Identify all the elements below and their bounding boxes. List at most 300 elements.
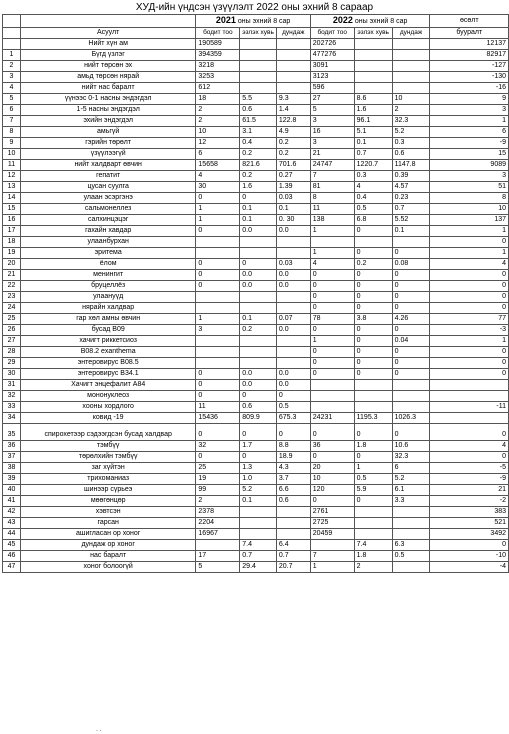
count-2022-cell[interactable]: 27: [310, 94, 354, 105]
header-col-share-2022[interactable]: эзлэх хувь: [354, 28, 392, 39]
avg-2022-cell[interactable]: 0: [392, 281, 430, 292]
row-number-cell[interactable]: 39: [3, 474, 21, 485]
row-number-cell[interactable]: 1: [3, 50, 21, 61]
share-2022-cell[interactable]: 1.8: [354, 441, 392, 452]
share-2021-cell[interactable]: 5.5: [240, 94, 277, 105]
share-2021-cell[interactable]: 0.2: [240, 149, 277, 160]
avg-2022-cell[interactable]: 0.6: [392, 149, 430, 160]
share-2022-cell[interactable]: 0: [354, 248, 392, 259]
avg-2022-cell[interactable]: 0: [392, 424, 430, 441]
share-2022-cell[interactable]: 8.6: [354, 94, 392, 105]
row-number-cell[interactable]: 36: [3, 441, 21, 452]
share-2021-cell[interactable]: 809.9: [240, 413, 277, 424]
share-2021-cell[interactable]: [240, 61, 277, 72]
row-number-cell[interactable]: 12: [3, 171, 21, 182]
count-2021-cell[interactable]: 394359: [196, 50, 240, 61]
share-2022-cell[interactable]: 4: [354, 182, 392, 193]
row-label-cell[interactable]: гэрийн төрөлт: [20, 138, 195, 149]
avg-2021-cell[interactable]: [276, 72, 310, 83]
change-cell[interactable]: 0: [430, 303, 509, 314]
count-2022-cell[interactable]: 7: [310, 171, 354, 182]
row-number-cell[interactable]: 11: [3, 160, 21, 171]
change-cell[interactable]: -9: [430, 474, 509, 485]
avg-2021-cell[interactable]: 0.0: [276, 380, 310, 391]
share-2021-cell[interactable]: [240, 83, 277, 94]
change-cell[interactable]: 10: [430, 204, 509, 215]
avg-2022-cell[interactable]: [392, 61, 430, 72]
avg-2021-cell[interactable]: [276, 292, 310, 303]
row-number-cell[interactable]: 27: [3, 336, 21, 347]
row-number-cell[interactable]: 6: [3, 105, 21, 116]
share-2022-cell[interactable]: 0: [354, 270, 392, 281]
share-2021-cell[interactable]: 0.2: [240, 171, 277, 182]
share-2022-cell[interactable]: 0: [354, 292, 392, 303]
share-2022-cell[interactable]: 1.8: [354, 551, 392, 562]
avg-2022-cell[interactable]: [392, 237, 430, 248]
row-number-cell[interactable]: 26: [3, 325, 21, 336]
count-2022-cell[interactable]: 0: [310, 325, 354, 336]
row-label-cell[interactable]: сальмонеллез: [20, 204, 195, 215]
share-2021-cell[interactable]: 1.6: [240, 182, 277, 193]
avg-2021-cell[interactable]: 0.0: [276, 325, 310, 336]
count-2021-cell[interactable]: 12: [196, 138, 240, 149]
avg-2021-cell[interactable]: 0.03: [276, 193, 310, 204]
avg-2021-cell[interactable]: 20.7: [276, 562, 310, 573]
row-number-cell[interactable]: 14: [3, 193, 21, 204]
row-label-cell[interactable]: гарсан: [20, 518, 195, 529]
share-2021-cell[interactable]: [240, 303, 277, 314]
share-2021-cell[interactable]: 7.4: [240, 540, 277, 551]
change-cell[interactable]: 0: [430, 369, 509, 380]
avg-2022-cell[interactable]: [392, 391, 430, 402]
avg-2021-cell[interactable]: 701.6: [276, 160, 310, 171]
count-2021-cell[interactable]: 0: [196, 193, 240, 204]
change-cell[interactable]: 137: [430, 215, 509, 226]
change-cell[interactable]: 0: [430, 540, 509, 551]
share-2022-cell[interactable]: 7.4: [354, 540, 392, 551]
avg-2021-cell[interactable]: [276, 83, 310, 94]
row-number-cell[interactable]: 38: [3, 463, 21, 474]
change-cell[interactable]: 521: [430, 518, 509, 529]
count-2022-cell[interactable]: [310, 380, 354, 391]
count-2021-cell[interactable]: 6: [196, 149, 240, 160]
avg-2022-cell[interactable]: 5.2: [392, 474, 430, 485]
count-2021-cell[interactable]: 30: [196, 182, 240, 193]
avg-2022-cell[interactable]: 0.04: [392, 336, 430, 347]
row-number-cell[interactable]: [3, 39, 21, 50]
share-2021-cell[interactable]: 1.3: [240, 463, 277, 474]
row-number-cell[interactable]: 23: [3, 292, 21, 303]
avg-2021-cell[interactable]: 0: [276, 424, 310, 441]
header-diff-bottom[interactable]: бууралт: [430, 28, 509, 39]
count-2022-cell[interactable]: 202726: [310, 39, 354, 50]
header-col-count-2022[interactable]: бодит тоо: [310, 28, 354, 39]
change-cell[interactable]: -11: [430, 402, 509, 413]
row-label-cell[interactable]: тэмбүү: [20, 441, 195, 452]
avg-2021-cell[interactable]: [276, 50, 310, 61]
row-label-cell[interactable]: ашигласан ор хоног: [20, 529, 195, 540]
avg-2022-cell[interactable]: 0.23: [392, 193, 430, 204]
row-label-cell[interactable]: менингит: [20, 270, 195, 281]
avg-2021-cell[interactable]: 6.6: [276, 485, 310, 496]
count-2021-cell[interactable]: 11: [196, 402, 240, 413]
row-label-cell[interactable]: хоног болоогүй: [20, 562, 195, 573]
share-2022-cell[interactable]: 0: [354, 281, 392, 292]
share-2021-cell[interactable]: 0.6: [240, 105, 277, 116]
share-2022-cell[interactable]: [354, 50, 392, 61]
avg-2021-cell[interactable]: [276, 237, 310, 248]
row-label-cell[interactable]: нийт халдварт өвчин: [20, 160, 195, 171]
count-2021-cell[interactable]: 10: [196, 127, 240, 138]
change-cell[interactable]: 0: [430, 424, 509, 441]
row-label-cell[interactable]: ёлом: [20, 259, 195, 270]
change-cell[interactable]: 1: [430, 336, 509, 347]
row-label-cell[interactable]: амьд төрсөн нярай: [20, 72, 195, 83]
avg-2021-cell[interactable]: [276, 529, 310, 540]
count-2021-cell[interactable]: 0: [196, 226, 240, 237]
row-number-cell[interactable]: 21: [3, 270, 21, 281]
count-2021-cell[interactable]: 5: [196, 562, 240, 573]
share-2022-cell[interactable]: 0.1: [354, 138, 392, 149]
avg-2022-cell[interactable]: [392, 83, 430, 94]
count-2021-cell[interactable]: 190589: [196, 39, 240, 50]
row-label-cell[interactable]: 1-5 насны эндэгдэл: [20, 105, 195, 116]
header-col-count-2021[interactable]: бодит тоо: [196, 28, 240, 39]
share-2021-cell[interactable]: 0.0: [240, 281, 277, 292]
avg-2022-cell[interactable]: [392, 380, 430, 391]
row-label-cell[interactable]: Нийт хүн ам: [20, 39, 195, 50]
count-2021-cell[interactable]: 2: [196, 105, 240, 116]
avg-2021-cell[interactable]: [276, 61, 310, 72]
avg-2021-cell[interactable]: 0.07: [276, 314, 310, 325]
share-2022-cell[interactable]: 0: [354, 347, 392, 358]
share-2022-cell[interactable]: 0: [354, 358, 392, 369]
share-2022-cell[interactable]: [354, 391, 392, 402]
avg-2021-cell[interactable]: 1.4: [276, 105, 310, 116]
row-label-cell[interactable]: энтеровирус B34.1: [20, 369, 195, 380]
avg-2022-cell[interactable]: [392, 402, 430, 413]
avg-2021-cell[interactable]: 0.2: [276, 138, 310, 149]
count-2021-cell[interactable]: 0: [196, 281, 240, 292]
avg-2021-cell[interactable]: 3.7: [276, 474, 310, 485]
row-number-cell[interactable]: 18: [3, 237, 21, 248]
row-label-cell[interactable]: мөөгөнцөр: [20, 496, 195, 507]
avg-2021-cell[interactable]: 1.39: [276, 182, 310, 193]
avg-2022-cell[interactable]: 1147.8: [392, 160, 430, 171]
row-number-cell[interactable]: 4: [3, 83, 21, 94]
share-2021-cell[interactable]: 821.6: [240, 160, 277, 171]
row-number-cell[interactable]: 32: [3, 391, 21, 402]
avg-2022-cell[interactable]: 0: [392, 325, 430, 336]
avg-2021-cell[interactable]: 6.4: [276, 540, 310, 551]
share-2021-cell[interactable]: [240, 358, 277, 369]
share-2021-cell[interactable]: 1.0: [240, 474, 277, 485]
share-2022-cell[interactable]: 0.5: [354, 474, 392, 485]
share-2022-cell[interactable]: 2: [354, 562, 392, 573]
count-2022-cell[interactable]: 0: [310, 424, 354, 441]
row-label-cell[interactable]: шинээр сүрьеэ: [20, 485, 195, 496]
share-2021-cell[interactable]: 0.1: [240, 204, 277, 215]
avg-2021-cell[interactable]: 18.9: [276, 452, 310, 463]
row-label-cell[interactable]: нийт төрсөн эх: [20, 61, 195, 72]
share-2021-cell[interactable]: [240, 248, 277, 259]
avg-2021-cell[interactable]: 0: [276, 391, 310, 402]
row-label-cell[interactable]: трихоманиаз: [20, 474, 195, 485]
count-2022-cell[interactable]: 20: [310, 463, 354, 474]
count-2022-cell[interactable]: 16: [310, 127, 354, 138]
count-2021-cell[interactable]: [196, 540, 240, 551]
row-number-cell[interactable]: 44: [3, 529, 21, 540]
share-2022-cell[interactable]: 0: [354, 496, 392, 507]
count-2022-cell[interactable]: 78: [310, 314, 354, 325]
count-2022-cell[interactable]: 596: [310, 83, 354, 94]
count-2021-cell[interactable]: 19: [196, 474, 240, 485]
row-number-cell[interactable]: 45: [3, 540, 21, 551]
share-2022-cell[interactable]: 5.1: [354, 127, 392, 138]
row-label-cell[interactable]: эхийн эндэгдэл: [20, 116, 195, 127]
row-number-cell[interactable]: 10: [3, 149, 21, 160]
count-2022-cell[interactable]: 0: [310, 270, 354, 281]
header-year-2021[interactable]: [196, 15, 310, 28]
avg-2021-cell[interactable]: 0.0: [276, 226, 310, 237]
avg-2022-cell[interactable]: 2: [392, 105, 430, 116]
count-2021-cell[interactable]: 16967: [196, 529, 240, 540]
row-number-cell[interactable]: 13: [3, 182, 21, 193]
count-2021-cell[interactable]: [196, 248, 240, 259]
count-2022-cell[interactable]: 2725: [310, 518, 354, 529]
avg-2022-cell[interactable]: 0.08: [392, 259, 430, 270]
share-2021-cell[interactable]: 0: [240, 391, 277, 402]
count-2021-cell[interactable]: 3218: [196, 61, 240, 72]
row-label-cell[interactable]: гар хөл амны өвчин: [20, 314, 195, 325]
count-2021-cell[interactable]: 0: [196, 452, 240, 463]
row-label-cell[interactable]: улаанбурхан: [20, 237, 195, 248]
count-2021-cell[interactable]: 0: [196, 369, 240, 380]
count-2022-cell[interactable]: 3091: [310, 61, 354, 72]
change-cell[interactable]: 1: [430, 248, 509, 259]
change-cell[interactable]: -16: [430, 83, 509, 94]
row-label-cell[interactable]: нас баралт: [20, 551, 195, 562]
row-number-cell[interactable]: 30: [3, 369, 21, 380]
count-2022-cell[interactable]: 24747: [310, 160, 354, 171]
share-2022-cell[interactable]: 0: [354, 226, 392, 237]
row-number-cell[interactable]: 31: [3, 380, 21, 391]
avg-2022-cell[interactable]: 6: [392, 463, 430, 474]
share-2022-cell[interactable]: [354, 529, 392, 540]
avg-2022-cell[interactable]: 6.1: [392, 485, 430, 496]
row-number-cell[interactable]: 33: [3, 402, 21, 413]
share-2021-cell[interactable]: 0.1: [240, 215, 277, 226]
avg-2021-cell[interactable]: [276, 518, 310, 529]
count-2022-cell[interactable]: 0: [310, 281, 354, 292]
share-2022-cell[interactable]: [354, 507, 392, 518]
avg-2022-cell[interactable]: 0: [392, 270, 430, 281]
share-2022-cell[interactable]: 0.7: [354, 149, 392, 160]
change-cell[interactable]: 3: [430, 105, 509, 116]
share-2021-cell[interactable]: [240, 336, 277, 347]
share-2022-cell[interactable]: 0.4: [354, 193, 392, 204]
share-2022-cell[interactable]: 0: [354, 424, 392, 441]
row-number-cell[interactable]: 22: [3, 281, 21, 292]
row-number-cell[interactable]: 34: [3, 413, 21, 424]
avg-2022-cell[interactable]: [392, 518, 430, 529]
change-cell[interactable]: 77: [430, 314, 509, 325]
count-2022-cell[interactable]: 477276: [310, 50, 354, 61]
share-2021-cell[interactable]: 0.0: [240, 226, 277, 237]
count-2022-cell[interactable]: 120: [310, 485, 354, 496]
share-2022-cell[interactable]: 1195.3: [354, 413, 392, 424]
change-cell[interactable]: 15: [430, 149, 509, 160]
count-2021-cell[interactable]: 3: [196, 325, 240, 336]
avg-2022-cell[interactable]: 0.39: [392, 171, 430, 182]
change-cell[interactable]: 0: [430, 281, 509, 292]
share-2022-cell[interactable]: 1220.7: [354, 160, 392, 171]
count-2021-cell[interactable]: 15436: [196, 413, 240, 424]
row-number-cell[interactable]: 9: [3, 138, 21, 149]
row-number-cell[interactable]: 35: [3, 424, 21, 441]
count-2021-cell[interactable]: 0: [196, 259, 240, 270]
count-2022-cell[interactable]: 1: [310, 226, 354, 237]
share-2021-cell[interactable]: 0.4: [240, 138, 277, 149]
row-label-cell[interactable]: бусад B09: [20, 325, 195, 336]
count-2021-cell[interactable]: 2204: [196, 518, 240, 529]
count-2021-cell[interactable]: 0: [196, 391, 240, 402]
row-number-cell[interactable]: 28: [3, 347, 21, 358]
header-year-2022[interactable]: [310, 15, 430, 28]
avg-2022-cell[interactable]: 4.57: [392, 182, 430, 193]
row-number-cell[interactable]: 17: [3, 226, 21, 237]
avg-2021-cell[interactable]: 0.03: [276, 259, 310, 270]
share-2022-cell[interactable]: 0.3: [354, 171, 392, 182]
count-2022-cell[interactable]: 21: [310, 149, 354, 160]
share-2022-cell[interactable]: 0: [354, 452, 392, 463]
avg-2022-cell[interactable]: 1026.3: [392, 413, 430, 424]
row-number-cell[interactable]: 3: [3, 72, 21, 83]
count-2022-cell[interactable]: 0: [310, 358, 354, 369]
change-cell[interactable]: -2: [430, 496, 509, 507]
share-2021-cell[interactable]: 0: [240, 259, 277, 270]
change-cell[interactable]: 0: [430, 270, 509, 281]
share-2022-cell[interactable]: [354, 83, 392, 94]
avg-2021-cell[interactable]: 4.9: [276, 127, 310, 138]
avg-2022-cell[interactable]: 0.7: [392, 204, 430, 215]
change-cell[interactable]: 82917: [430, 50, 509, 61]
row-label-cell[interactable]: төрөлхийн тэмбүү: [20, 452, 195, 463]
row-label-cell[interactable]: цусан суулга: [20, 182, 195, 193]
count-2021-cell[interactable]: 25: [196, 463, 240, 474]
share-2022-cell[interactable]: 0: [354, 369, 392, 380]
share-2021-cell[interactable]: 0.6: [240, 402, 277, 413]
share-2021-cell[interactable]: [240, 529, 277, 540]
row-label-cell[interactable]: гепатит: [20, 171, 195, 182]
share-2021-cell[interactable]: [240, 237, 277, 248]
change-cell[interactable]: 1: [430, 116, 509, 127]
share-2022-cell[interactable]: [354, 237, 392, 248]
avg-2021-cell[interactable]: [276, 39, 310, 50]
count-2021-cell[interactable]: [196, 237, 240, 248]
count-2021-cell[interactable]: 1: [196, 215, 240, 226]
change-cell[interactable]: 0: [430, 292, 509, 303]
row-label-cell[interactable]: нярайн халдвар: [20, 303, 195, 314]
avg-2022-cell[interactable]: 0: [392, 347, 430, 358]
share-2021-cell[interactable]: 0.0: [240, 369, 277, 380]
count-2022-cell[interactable]: 3: [310, 138, 354, 149]
change-cell[interactable]: -130: [430, 72, 509, 83]
count-2021-cell[interactable]: 0: [196, 270, 240, 281]
count-2022-cell[interactable]: 5: [310, 105, 354, 116]
share-2022-cell[interactable]: 96.1: [354, 116, 392, 127]
row-label-cell[interactable]: Хачигт энцефалит A84: [20, 380, 195, 391]
change-cell[interactable]: -127: [430, 61, 509, 72]
count-2022-cell[interactable]: 11: [310, 204, 354, 215]
share-2022-cell[interactable]: 1: [354, 463, 392, 474]
change-cell[interactable]: [430, 380, 509, 391]
avg-2021-cell[interactable]: 675.3: [276, 413, 310, 424]
share-2021-cell[interactable]: 1.7: [240, 441, 277, 452]
count-2021-cell[interactable]: 1: [196, 204, 240, 215]
avg-2022-cell[interactable]: 0.1: [392, 226, 430, 237]
avg-2022-cell[interactable]: 4.26: [392, 314, 430, 325]
count-2022-cell[interactable]: [310, 237, 354, 248]
change-cell[interactable]: -5: [430, 463, 509, 474]
share-2021-cell[interactable]: [240, 39, 277, 50]
count-2021-cell[interactable]: 17: [196, 551, 240, 562]
row-number-cell[interactable]: 41: [3, 496, 21, 507]
share-2021-cell[interactable]: 0: [240, 452, 277, 463]
avg-2022-cell[interactable]: 0: [392, 248, 430, 259]
row-label-cell[interactable]: салхинцэцэг: [20, 215, 195, 226]
change-cell[interactable]: 0: [430, 237, 509, 248]
share-2022-cell[interactable]: 5.9: [354, 485, 392, 496]
count-2021-cell[interactable]: 612: [196, 83, 240, 94]
count-2021-cell[interactable]: 18: [196, 94, 240, 105]
avg-2022-cell[interactable]: 32.3: [392, 452, 430, 463]
change-cell[interactable]: 0: [430, 347, 509, 358]
change-cell[interactable]: 12137: [430, 39, 509, 50]
count-2021-cell[interactable]: [196, 336, 240, 347]
avg-2021-cell[interactable]: 122.8: [276, 116, 310, 127]
avg-2022-cell[interactable]: 10.6: [392, 441, 430, 452]
count-2022-cell[interactable]: 1: [310, 336, 354, 347]
count-2022-cell[interactable]: 10: [310, 474, 354, 485]
avg-2022-cell[interactable]: 5.52: [392, 215, 430, 226]
row-number-cell[interactable]: 47: [3, 562, 21, 573]
count-2021-cell[interactable]: 4: [196, 171, 240, 182]
avg-2021-cell[interactable]: [276, 507, 310, 518]
avg-2021-cell[interactable]: 0.1: [276, 204, 310, 215]
header-corner[interactable]: [3, 15, 21, 28]
row-label-cell[interactable]: улаануүд: [20, 292, 195, 303]
avg-2021-cell[interactable]: 8.8: [276, 441, 310, 452]
count-2022-cell[interactable]: 0: [310, 303, 354, 314]
count-2022-cell[interactable]: 0: [310, 496, 354, 507]
row-label-cell[interactable]: заг хүйтэн: [20, 463, 195, 474]
count-2021-cell[interactable]: 15658: [196, 160, 240, 171]
share-2021-cell[interactable]: 3.1: [240, 127, 277, 138]
avg-2021-cell[interactable]: 0.0: [276, 369, 310, 380]
count-2022-cell[interactable]: 0: [310, 452, 354, 463]
avg-2022-cell[interactable]: 3.3: [392, 496, 430, 507]
count-2021-cell[interactable]: 0: [196, 380, 240, 391]
change-cell[interactable]: -3: [430, 325, 509, 336]
count-2022-cell[interactable]: 3123: [310, 72, 354, 83]
header-indicator[interactable]: Асуулт: [20, 28, 195, 39]
change-cell[interactable]: 51: [430, 182, 509, 193]
share-2022-cell[interactable]: [354, 402, 392, 413]
change-cell[interactable]: 6: [430, 127, 509, 138]
change-cell[interactable]: 383: [430, 507, 509, 518]
avg-2022-cell[interactable]: 0: [392, 369, 430, 380]
